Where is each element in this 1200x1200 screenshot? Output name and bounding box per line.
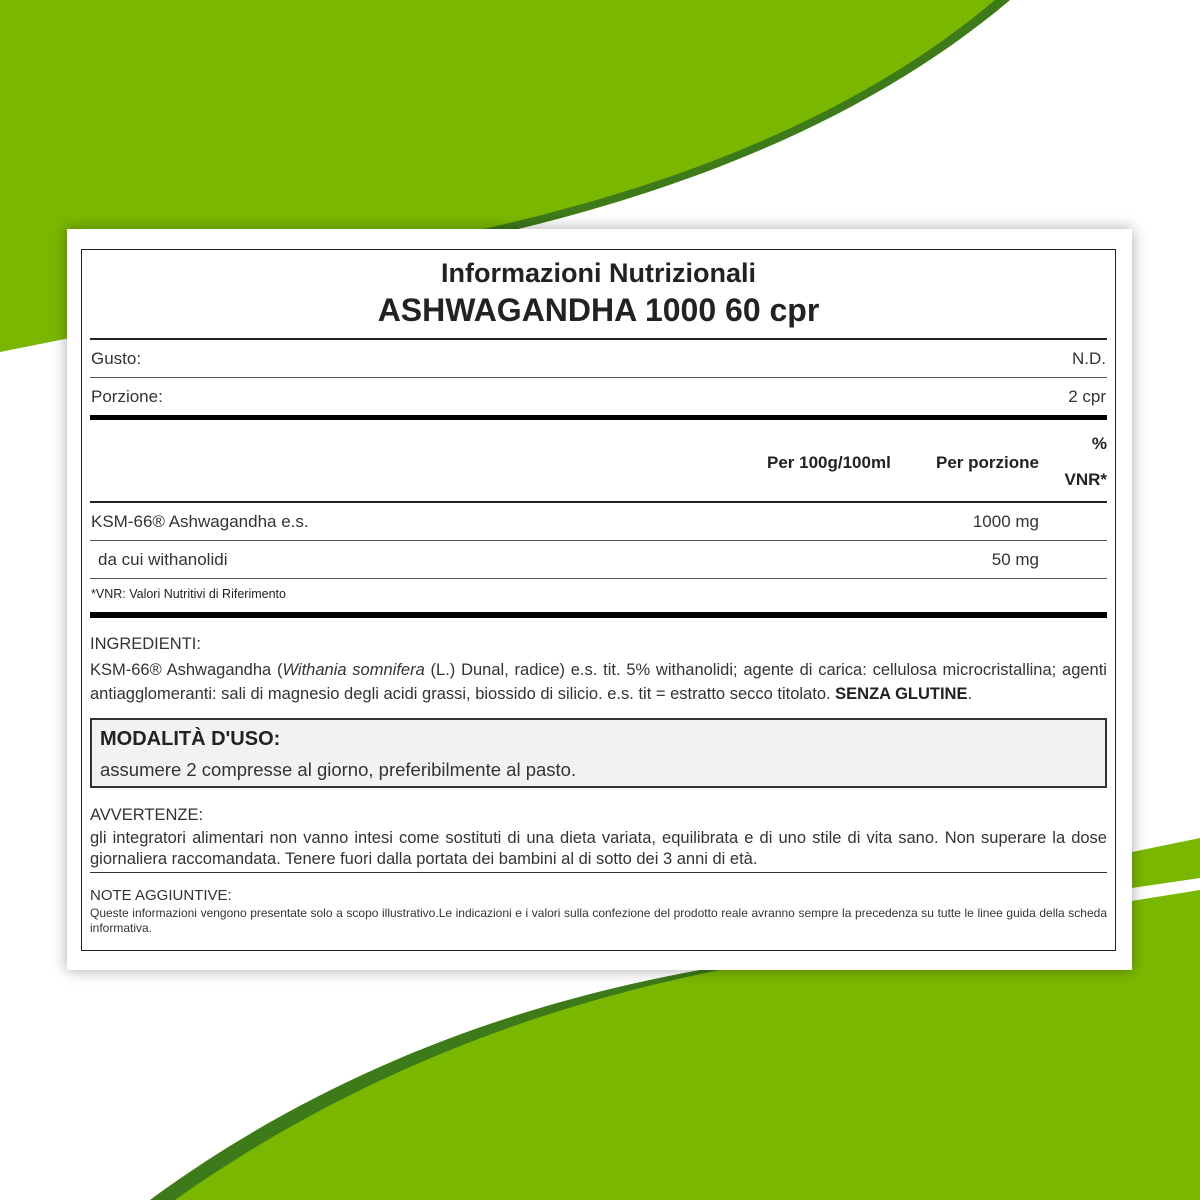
thick-divider [90, 612, 1107, 618]
ingredienti-text-2: (L.) Dunal, radice) e.s. tit. 5% withanolidi; agente di carica: cellulosa microcristallina; agenti antiagglomeranti: sali di magnesio degli acidi grassi, biossido di silicio. e.s. tit = estratto secco titolato. [90, 661, 1107, 703]
note-text: Queste informazioni vengono presentate solo a scopo illustrativo.Le indicazioni e i valori sulla confezione del prodotto reale avranno sempre la precedenza su tutte le linee guida della scheda informativa. [90, 906, 1107, 935]
info-value: 2 cpr [1068, 387, 1106, 406]
row-per-porzione: 1000 mg [972, 512, 1039, 531]
table-header [90, 420, 1107, 503]
modalita-uso-title: MODALITÀ D'USO: [100, 728, 281, 750]
table-row [90, 503, 1107, 541]
label-title: Informazioni Nutrizionali [441, 258, 756, 288]
avvertenze-text: gli integratori alimentari non vanno intesi come sostituti di una dieta variata, equilibrata e di uno stile di vita sano. Non superare la dose giornaliera raccomandata. Tenere fuori dalla portata dei bambini al di sotto dei 3 anni di età. [90, 828, 1107, 873]
nutrition-label-card [67, 229, 1132, 970]
modalita-uso-box [90, 718, 1107, 788]
note-label: NOTE AGGIUNTIVE: [90, 887, 232, 904]
column-header-per100: Per 100g/100ml [767, 453, 891, 472]
ingredienti-text-end: . [967, 685, 973, 703]
info-value: N.D. [1072, 349, 1106, 368]
vnr-footnote: *VNR: Valori Nutritivi di Riferimento [91, 587, 286, 601]
info-row-porzione [90, 378, 1107, 415]
column-header-vnr: VNR* [1064, 470, 1107, 489]
label-frame [81, 249, 1116, 951]
column-header-per-porzione: Per porzione [936, 453, 1039, 472]
gluten-free-note: SENZA GLUTINE [835, 685, 968, 703]
right-green-band [1132, 838, 1200, 888]
avvertenze-label: AVVERTENZE: [90, 806, 204, 824]
label-content [90, 250, 1107, 950]
modalita-uso-text: assumere 2 compresse al giorno, preferibilmente al pasto. [100, 759, 577, 780]
info-label: Porzione: [91, 387, 163, 406]
ingredienti-text [90, 658, 1107, 706]
info-row-gusto [90, 340, 1107, 378]
row-name: da cui withanolidi [98, 550, 228, 569]
info-label: Gusto: [91, 349, 142, 368]
column-header-vnr-percent: % [1091, 434, 1107, 453]
row-name: KSM-66® Ashwagandha e.s. [91, 512, 309, 531]
product-name: ASHWAGANDHA 1000 60 cpr [377, 292, 820, 328]
ingredienti-text-1: KSM-66® Ashwagandha ( [90, 661, 283, 679]
ingredienti-label: INGREDIENTI: [90, 635, 201, 653]
ingredienti-latin-name: Withania somnifera [282, 661, 425, 679]
row-per-porzione: 50 mg [991, 550, 1039, 569]
table-row [90, 541, 1107, 579]
